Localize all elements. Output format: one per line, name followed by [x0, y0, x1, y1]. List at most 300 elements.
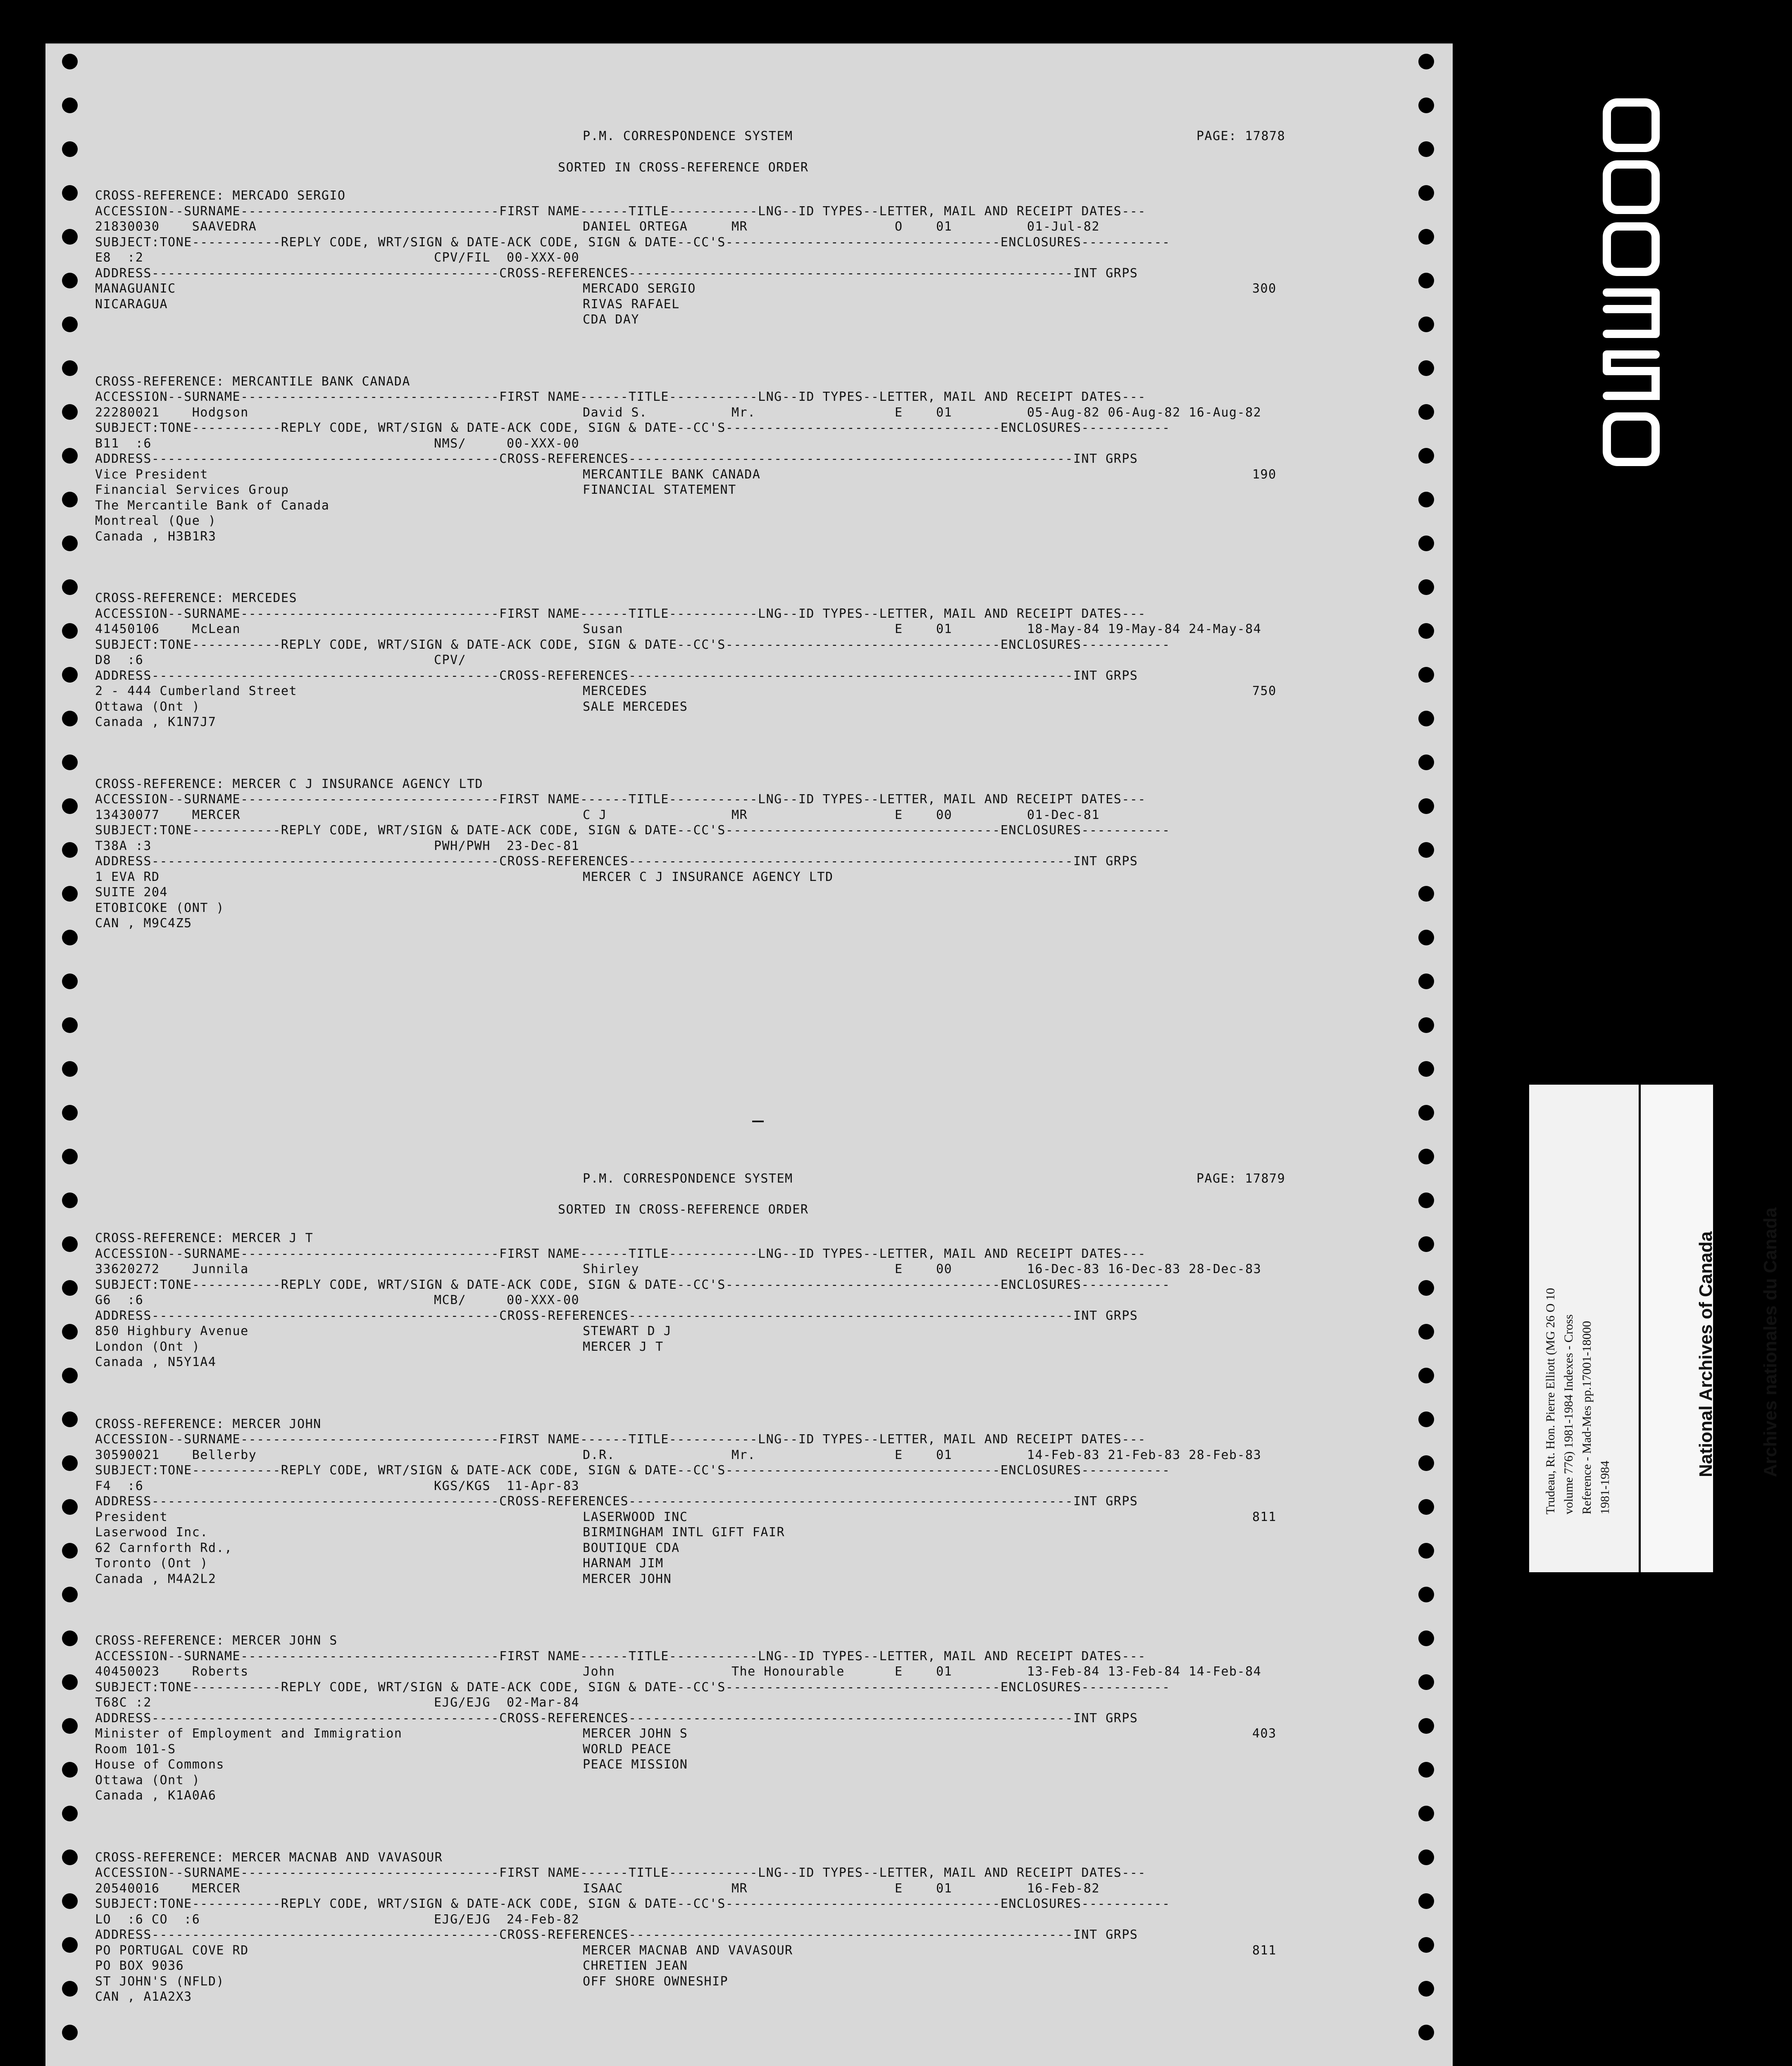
tractor-hole: [62, 273, 78, 288]
record-line: [95, 885, 1376, 900]
record-line: [95, 1463, 1376, 1478]
tractor-hole: [1418, 1806, 1434, 1821]
tractor-hole: [62, 1806, 78, 1821]
column-header-line: ADDRESS-------------------------------------------CROSS-REFERENCES-------------------------------------------------------INT GRPS: [95, 1494, 1138, 1509]
column-header-line: ACCESSION--SURNAME--------------------------------FIRST NAME------TITLE-----------LNG--ID TYPES--LETTER, MAIL AND RECEIPT DATES---: [95, 1432, 1146, 1447]
cross-reference-title: CROSS-REFERENCE: MERCER J T: [95, 1231, 314, 1245]
tractor-hole: [62, 973, 78, 989]
record-line: [95, 807, 1376, 823]
address-line: Financial Services Group: [95, 483, 289, 497]
archive-description-line: Trudeau, Rt. Hon. Pierre Elliott (MG 26 O 10: [1544, 1288, 1557, 1514]
cross-reference-entry: BIRMINGHAM INTL GIFT FAIR: [583, 1525, 785, 1540]
tractor-hole: [1418, 1718, 1434, 1734]
tractor-hole: [1418, 1849, 1434, 1865]
tractor-hole: [62, 536, 78, 551]
digit-0: [1607, 164, 1656, 210]
record-line: [95, 792, 1376, 807]
address-line: Vice President: [95, 467, 208, 482]
address-line: Canada , H3B1R3: [95, 529, 217, 544]
tractor-hole: [62, 141, 78, 157]
record-line: [95, 621, 1376, 637]
tractor-hole: [62, 360, 78, 376]
address-line: President: [95, 1509, 168, 1524]
cross-reference-entry: RIVAS RAFAEL: [583, 297, 680, 312]
tractor-hole: [62, 1937, 78, 1953]
address-line: House of Commons: [95, 1757, 224, 1772]
tractor-hole: [1418, 1017, 1434, 1033]
record-line: [95, 1556, 1376, 1571]
tractor-hole: [1418, 404, 1434, 420]
tractor-hole: [62, 1149, 78, 1164]
int-grps: 300: [1252, 281, 1277, 296]
tractor-hole: [1418, 1280, 1434, 1296]
record-block: [95, 1416, 1376, 1587]
record-line: [95, 1974, 1376, 1990]
archive-description: [1542, 1288, 1614, 1514]
record-line: [95, 1912, 1376, 1928]
digit-3: [1607, 293, 1656, 334]
id-types: 01: [936, 405, 953, 420]
subject-tone: G6 :6: [95, 1293, 144, 1307]
tractor-hole: [1418, 360, 1434, 376]
reply-code: EJG/EJG 02-Mar-84: [434, 1695, 580, 1710]
address-line: SUITE 204: [95, 885, 168, 900]
record-block: [95, 590, 1376, 730]
address-line: CAN , M9C4Z5: [95, 916, 192, 931]
address-line: Toronto (Ont ): [95, 1556, 208, 1571]
cross-reference-entry: CHRETIEN JEAN: [583, 1959, 688, 1973]
tractor-hole: [1418, 1981, 1434, 1997]
record-line: [95, 916, 1376, 931]
tractor-hole: [1418, 1192, 1434, 1208]
record-line: [95, 637, 1376, 653]
tractor-hole: [1418, 229, 1434, 245]
title: MR: [732, 1881, 748, 1896]
tractor-hole: [62, 1893, 78, 1909]
cross-reference-title: CROSS-REFERENCE: MERCADO SERGIO: [95, 188, 346, 203]
address-line: Minister of Employment and Immigration: [95, 1726, 403, 1741]
column-header-line: ADDRESS-------------------------------------------CROSS-REFERENCES-------------------------------------------------------INT GRPS: [95, 266, 1138, 281]
language: E: [895, 807, 903, 822]
tractor-hole: [62, 842, 78, 858]
record-block: [95, 188, 1376, 328]
cross-reference-title: CROSS-REFERENCE: MERCER MACNAB AND VAVASOUR: [95, 1850, 443, 1865]
accession-surname: 40450023 Roberts: [95, 1664, 249, 1679]
tractor-hole: [62, 229, 78, 245]
tractor-hole: [1418, 1324, 1434, 1340]
institution-name-fr: Archives nationales du Canada: [1760, 1207, 1780, 1477]
reply-code: MCB/ 00-XXX-00: [434, 1293, 580, 1307]
title: The Honourable: [732, 1664, 845, 1679]
column-header-line: SUBJECT:TONE-----------REPLY CODE, WRT/SIGN & DATE-ACK CODE, SIGN & DATE--CC'S----------------------------------ENCLOSURES-----------: [95, 823, 1170, 838]
tractor-hole: [1418, 1455, 1434, 1471]
column-header-line: ACCESSION--SURNAME--------------------------------FIRST NAME------TITLE-----------LNG--ID TYPES--LETTER, MAIL AND RECEIPT DATES---: [95, 606, 1146, 621]
tractor-hole: [62, 1587, 78, 1602]
letter-dates: 16-Feb-82: [1027, 1881, 1100, 1896]
address-line: NICARAGUA: [95, 297, 168, 312]
system-title: P.M. CORRESPONDENCE SYSTEM: [583, 129, 793, 143]
record-line: [95, 219, 1376, 235]
record-line: [95, 529, 1376, 545]
record-line: [95, 1695, 1376, 1711]
cross-reference-entry: MERCER MACNAB AND VAVASOUR: [583, 1943, 793, 1958]
record-line: [95, 1757, 1376, 1773]
left-tractor-holes: [62, 54, 78, 2066]
record-line: [95, 1246, 1376, 1262]
language: E: [895, 622, 903, 636]
record-line: [95, 420, 1376, 436]
cross-reference-entry: MERCER JOHN S: [583, 1726, 688, 1741]
title: Mr.: [732, 1447, 756, 1462]
tractor-hole: [62, 667, 78, 683]
record-line: [95, 900, 1376, 916]
address-line: Ottawa (Ont ): [95, 1773, 200, 1788]
letter-dates: 14-Feb-83 21-Feb-83 28-Feb-83: [1027, 1447, 1262, 1462]
record-line: [95, 1509, 1376, 1525]
tractor-hole: [1418, 273, 1434, 288]
id-types: 01: [936, 1447, 953, 1462]
tractor-hole: [1418, 755, 1434, 770]
record-block: [95, 776, 1376, 931]
cross-reference-entry: MERCER C J INSURANCE AGENCY LTD: [583, 869, 834, 884]
record-line: [95, 1308, 1376, 1324]
tractor-hole: [62, 579, 78, 595]
tractor-hole: [1418, 1236, 1434, 1252]
cross-reference-entry: MERCANTILE BANK CANADA: [583, 467, 761, 482]
record-line: [95, 1664, 1376, 1680]
record-line: [95, 869, 1376, 885]
tractor-hole: [62, 1105, 78, 1121]
accession-surname: 22280021 Hodgson: [95, 405, 249, 420]
cross-reference-title: CROSS-REFERENCE: MERCEDES: [95, 591, 298, 605]
tractor-hole: [1418, 1149, 1434, 1164]
letter-dates: 05-Aug-82 06-Aug-82 16-Aug-82: [1027, 405, 1262, 420]
tractor-hole: [62, 492, 78, 507]
cross-reference-title: CROSS-REFERENCE: MERCANTILE BANK CANADA: [95, 374, 410, 389]
column-header-line: ADDRESS-------------------------------------------CROSS-REFERENCES-------------------------------------------------------INT GRPS: [95, 1711, 1138, 1726]
reply-code: PWH/PWH 23-Dec-81: [434, 838, 580, 853]
column-header-line: ACCESSION--SURNAME--------------------------------FIRST NAME------TITLE-----------LNG--ID TYPES--LETTER, MAIL AND RECEIPT DATES---: [95, 1246, 1146, 1261]
column-header-line: ADDRESS-------------------------------------------CROSS-REFERENCES-------------------------------------------------------INT GRPS: [95, 1308, 1138, 1323]
id-types: 01: [936, 1881, 953, 1896]
record-line: [95, 1292, 1376, 1308]
first-name: Shirley: [583, 1262, 639, 1276]
archive-institution-card: [1641, 1085, 1780, 1572]
archive-description-line: Reference - Mad-Mes pp.17001-18000: [1580, 1321, 1594, 1514]
record-line: [95, 204, 1376, 219]
tractor-hole: [1418, 317, 1434, 332]
tractor-hole: [62, 1324, 78, 1340]
address-line: London (Ont ): [95, 1339, 200, 1354]
record-line: [95, 1525, 1376, 1540]
cross-reference-entry: LASERWOOD INC: [583, 1509, 688, 1524]
tractor-hole: [1418, 1368, 1434, 1383]
tractor-hole: [62, 1017, 78, 1033]
page-number: PAGE: 17879: [1196, 1171, 1286, 1186]
record-line: [95, 668, 1376, 684]
record-line: [95, 1896, 1376, 1912]
address-line: 62 Carnforth Rd.,: [95, 1540, 233, 1555]
subject-tone: LO :6 CO :6: [95, 1912, 200, 1927]
tractor-hole: [62, 1849, 78, 1865]
sort-label: SORTED IN CROSS-REFERENCE ORDER: [558, 160, 809, 175]
tractor-hole: [62, 930, 78, 945]
record-line: [95, 652, 1376, 668]
page-number: PAGE: 17878: [1196, 129, 1286, 143]
record-line: [95, 606, 1376, 622]
language: E: [895, 405, 903, 420]
system-title: P.M. CORRESPONDENCE SYSTEM: [583, 1171, 793, 1186]
tractor-hole: [1418, 711, 1434, 726]
subject-tone: E8 :2: [95, 250, 144, 265]
language: E: [895, 1881, 903, 1896]
record-line: [95, 1447, 1376, 1463]
page-tear-mark: [752, 1121, 764, 1122]
subject-tone: T38A :3: [95, 838, 152, 853]
tractor-hole: [62, 98, 78, 113]
address-line: 850 Highbury Avenue: [95, 1324, 249, 1338]
cross-reference-entry: MERCEDES: [583, 684, 648, 698]
record-list: [95, 1231, 1376, 2051]
tractor-hole: [1418, 842, 1434, 858]
cross-reference-entry: WORLD PEACE: [583, 1742, 672, 1757]
reply-code: CPV/: [434, 653, 467, 667]
record-line: [95, 389, 1376, 405]
record-line: [95, 1742, 1376, 1757]
tractor-hole: [62, 404, 78, 420]
cross-reference-entry: BOUTIQUE CDA: [583, 1540, 680, 1555]
tractor-hole: [62, 1718, 78, 1734]
letter-dates: 01-Dec-81: [1027, 807, 1100, 822]
tractor-hole: [1418, 448, 1434, 464]
reply-code: NMS/ 00-XXX-00: [434, 436, 580, 451]
tractor-hole: [62, 798, 78, 814]
record-block: [95, 1850, 1376, 2005]
column-header-line: ACCESSION--SURNAME--------------------------------FIRST NAME------TITLE-----------LNG--ID TYPES--LETTER, MAIL AND RECEIPT DATES---: [95, 792, 1146, 807]
first-name: David S.: [583, 405, 648, 420]
record-line: [95, 1649, 1376, 1664]
first-name: Susan: [583, 622, 623, 636]
tractor-hole: [1418, 798, 1434, 814]
record-line: [95, 513, 1376, 529]
column-header-line: ADDRESS-------------------------------------------CROSS-REFERENCES-------------------------------------------------------INT GRPS: [95, 854, 1138, 869]
tractor-hole: [1418, 623, 1434, 639]
digit-0: [1607, 417, 1656, 462]
record-line: [95, 1943, 1376, 1959]
reply-code: EJG/EJG 24-Feb-82: [434, 1912, 580, 1927]
address-line: Canada , M4A2L2: [95, 1571, 217, 1586]
record-line: [95, 1850, 1376, 1866]
frame-number-digits: [1599, 91, 1666, 471]
tractor-hole: [62, 1280, 78, 1296]
cross-reference-title: CROSS-REFERENCE: MERCER JOHN S: [95, 1633, 338, 1648]
institution-names: [1652, 1207, 1792, 1477]
record-line: [95, 498, 1376, 514]
tractor-hole: [62, 1455, 78, 1471]
cross-reference-entry: FINANCIAL STATEMENT: [583, 483, 736, 497]
cross-reference-entry: MERCADO SERGIO: [583, 281, 696, 296]
column-header-line: SUBJECT:TONE-----------REPLY CODE, WRT/SIGN & DATE-ACK CODE, SIGN & DATE--CC'S----------------------------------ENCLOSURES-----------: [95, 421, 1170, 435]
tractor-hole: [62, 1236, 78, 1252]
address-line: Canada , N5Y1A4: [95, 1355, 217, 1369]
address-line: PO BOX 9036: [95, 1959, 184, 1973]
column-header-line: SUBJECT:TONE-----------REPLY CODE, WRT/SIGN & DATE-ACK CODE, SIGN & DATE--CC'S----------------------------------ENCLOSURES-----------: [95, 637, 1170, 652]
subject-tone: F4 :6: [95, 1478, 144, 1493]
record-line: [95, 1773, 1376, 1788]
tractor-hole: [1418, 1762, 1434, 1778]
record-line: [95, 1958, 1376, 1974]
record-block: [95, 374, 1376, 545]
sort-label: SORTED IN CROSS-REFERENCE ORDER: [558, 1202, 809, 1217]
address-line: Canada , K1A0A6: [95, 1788, 217, 1803]
digit-0: [1607, 102, 1656, 148]
letter-dates: 13-Feb-84 13-Feb-84 14-Feb-84: [1027, 1664, 1262, 1679]
address-line: Montreal (Que ): [95, 514, 217, 528]
tractor-hole: [1418, 54, 1434, 69]
record-line: [95, 297, 1376, 312]
tractor-hole: [1418, 185, 1434, 201]
tractor-hole: [1418, 1411, 1434, 1427]
id-types: 01: [936, 622, 953, 636]
column-header-line: ACCESSION--SURNAME--------------------------------FIRST NAME------TITLE-----------LNG--ID TYPES--LETTER, MAIL AND RECEIPT DATES---: [95, 204, 1146, 219]
tractor-hole: [62, 185, 78, 201]
id-types: 01: [936, 1664, 953, 1679]
record-line: [95, 281, 1376, 297]
address-line: MANAGUANIC: [95, 281, 176, 296]
record-line: [95, 405, 1376, 421]
first-name: DANIEL ORTEGA: [583, 219, 688, 234]
id-types: 00: [936, 1262, 953, 1276]
address-line: Canada , K1N7J7: [95, 715, 217, 729]
cross-reference-entry: STEWART D J: [583, 1324, 672, 1338]
tractor-hole: [1418, 886, 1434, 902]
record-line: [95, 1261, 1376, 1277]
int-grps: 750: [1252, 684, 1277, 698]
address-line: Laserwood Inc.: [95, 1525, 208, 1540]
title: Mr.: [732, 405, 756, 420]
tractor-hole: [1418, 667, 1434, 683]
column-header-line: ADDRESS-------------------------------------------CROSS-REFERENCES-------------------------------------------------------INT GRPS: [95, 1928, 1138, 1942]
int-grps: 811: [1252, 1509, 1277, 1524]
record-line: [95, 683, 1376, 699]
subject-tone: B11 :6: [95, 436, 152, 451]
record-line: [95, 1478, 1376, 1494]
tractor-hole: [1418, 1499, 1434, 1515]
archive-description-line: volume 776) 1981-1984 Indexes - Cross: [1562, 1314, 1575, 1514]
first-name: ISAAC: [583, 1881, 623, 1896]
record-block: [95, 1633, 1376, 1804]
record-line: [95, 1680, 1376, 1695]
accession-surname: 21830030 SAAVEDRA: [95, 219, 257, 234]
column-header-line: SUBJECT:TONE-----------REPLY CODE, WRT/SIGN & DATE-ACK CODE, SIGN & DATE--CC'S----------------------------------ENCLOSURES-----------: [95, 1680, 1170, 1695]
column-header-line: SUBJECT:TONE-----------REPLY CODE, WRT/SIGN & DATE-ACK CODE, SIGN & DATE--CC'S----------------------------------ENCLOSURES-----------: [95, 235, 1170, 250]
record-line: [95, 467, 1376, 483]
record-line: [95, 823, 1376, 838]
tractor-hole: [1418, 1105, 1434, 1121]
record-block: [95, 1231, 1376, 1370]
int-grps: 403: [1252, 1726, 1277, 1741]
cross-reference-entry: CDA DAY: [583, 312, 639, 327]
tractor-hole: [62, 755, 78, 770]
id-types: 00: [936, 807, 953, 822]
cross-reference-entry: MERCER J T: [583, 1339, 664, 1354]
record-list: [95, 188, 1376, 978]
tractor-hole: [62, 623, 78, 639]
accession-surname: 41450106 McLean: [95, 622, 241, 636]
accession-surname: 13430077 MERCER: [95, 807, 241, 822]
tractor-hole: [1418, 536, 1434, 551]
institution-name-en: National Archives of Canada: [1696, 1231, 1716, 1477]
address-line: ST JOHN'S (NFLD): [95, 1974, 224, 1989]
tractor-hole: [62, 1630, 78, 1646]
tractor-hole: [1418, 1674, 1434, 1690]
record-line: [95, 1432, 1376, 1447]
record-line: [95, 1571, 1376, 1587]
address-line: CAN , A1A2X3: [95, 1990, 192, 2004]
cross-reference-entry: HARNAM JIM: [583, 1556, 664, 1571]
language: E: [895, 1664, 903, 1679]
record-line: [95, 854, 1376, 869]
tractor-hole: [62, 54, 78, 69]
int-grps: 811: [1252, 1943, 1277, 1958]
language: E: [895, 1447, 903, 1462]
column-header-line: ACCESSION--SURNAME--------------------------------FIRST NAME------TITLE-----------LNG--ID TYPES--LETTER, MAIL AND RECEIPT DATES---: [95, 1866, 1146, 1880]
record-line: [95, 1540, 1376, 1556]
column-header-line: ACCESSION--SURNAME--------------------------------FIRST NAME------TITLE-----------LNG--ID TYPES--LETTER, MAIL AND RECEIPT DATES---: [95, 1649, 1146, 1664]
accession-surname: 30590021 Bellerby: [95, 1447, 257, 1462]
cross-reference-title: CROSS-REFERENCE: MERCER C J INSURANCE AGENCY LTD: [95, 776, 483, 791]
record-line: [95, 714, 1376, 730]
right-tractor-holes: [1418, 54, 1434, 2066]
cross-reference-entry: PEACE MISSION: [583, 1757, 688, 1772]
record-line: [95, 1989, 1376, 2005]
record-line: [95, 1354, 1376, 1370]
letter-dates: 01-Jul-82: [1027, 219, 1100, 234]
address-line: The Mercantile Bank of Canada: [95, 498, 330, 513]
column-header-line: SUBJECT:TONE-----------REPLY CODE, WRT/SIGN & DATE-ACK CODE, SIGN & DATE--CC'S----------------------------------ENCLOSURES-----------: [95, 1897, 1170, 1911]
tractor-hole: [1418, 930, 1434, 945]
address-line: 1 EVA RD: [95, 869, 160, 884]
column-header-line: SUBJECT:TONE-----------REPLY CODE, WRT/SIGN & DATE-ACK CODE, SIGN & DATE--CC'S----------------------------------ENCLOSURES-----------: [95, 1463, 1170, 1478]
tractor-hole: [1418, 1543, 1434, 1559]
column-header-line: SUBJECT:TONE-----------REPLY CODE, WRT/SIGN & DATE-ACK CODE, SIGN & DATE--CC'S----------------------------------ENCLOSURES-----------: [95, 1277, 1170, 1292]
tractor-hole: [1418, 1061, 1434, 1077]
record-line: [95, 451, 1376, 467]
digit-5: [1607, 355, 1656, 396]
record-line: [95, 250, 1376, 266]
tractor-hole: [1418, 2025, 1434, 2040]
record-line: [95, 1788, 1376, 1804]
record-line: [95, 1865, 1376, 1881]
subject-tone: T68C :2: [95, 1695, 152, 1710]
cross-reference-title: CROSS-REFERENCE: MERCER JOHN: [95, 1416, 322, 1431]
tractor-hole: [62, 1192, 78, 1208]
cross-reference-entry: OFF SHORE OWNESHIP: [583, 1974, 729, 1989]
tractor-hole: [1418, 973, 1434, 989]
letter-dates: 18-May-84 19-May-84 24-May-84: [1027, 622, 1262, 636]
tractor-hole: [1418, 492, 1434, 507]
record-line: [95, 590, 1376, 606]
tractor-hole: [1418, 1937, 1434, 1953]
language: E: [895, 1262, 903, 1276]
tractor-hole: [62, 1061, 78, 1077]
record-line: [95, 482, 1376, 498]
record-line: [95, 1927, 1376, 1943]
cross-reference-entry: SALE MERCEDES: [583, 699, 688, 714]
subject-tone: D8 :6: [95, 653, 144, 667]
tractor-hole: [62, 1674, 78, 1690]
title: MR: [732, 807, 748, 822]
